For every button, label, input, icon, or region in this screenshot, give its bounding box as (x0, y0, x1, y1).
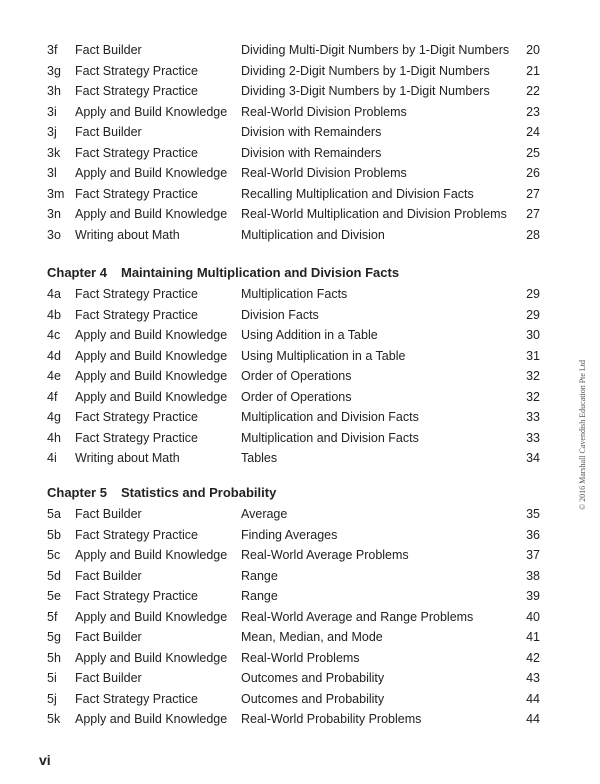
entry-code: 3k (47, 145, 61, 160)
entry-title: Range (241, 568, 278, 583)
toc-entry (0, 627, 600, 648)
entry-type: Apply and Build Knowledge (75, 712, 228, 726)
entry-type: Apply and Build Knowledge (75, 328, 228, 342)
entry-type: Fact Strategy Practice (75, 287, 198, 301)
entry-type: Fact Builder (75, 125, 142, 139)
entry-page-number: 35 (526, 507, 540, 521)
chapter-5-heading (0, 482, 600, 504)
entry-type: Fact Builder (75, 43, 142, 57)
entry-title: Using Multiplication in a Table (241, 348, 406, 363)
entry-title: Outcomes and Probability (241, 691, 385, 706)
entry-page-number: 32 (526, 389, 540, 404)
entry-page-number: 37 (526, 548, 540, 562)
entry-page-number: 36 (526, 527, 540, 542)
chapter-4-heading (0, 262, 600, 284)
entry-title: Division with Remainders (241, 145, 382, 160)
entry-title: Multiplication Facts (241, 287, 348, 301)
toc-entry (0, 204, 600, 225)
entry-code: 3g (47, 63, 61, 78)
entry-title: Order of Operations (241, 389, 352, 404)
entry-page-number: 44 (526, 712, 540, 726)
entry-code: 4f (47, 389, 58, 404)
entry-code: 5d (47, 568, 61, 583)
entry-page-number: 25 (526, 145, 540, 160)
entry-title: Real-World Problems (241, 650, 360, 665)
entry-title: Real-World Division Problems (241, 104, 407, 119)
entry-title: Outcomes and Probability (241, 671, 385, 685)
entry-type: Fact Strategy Practice (75, 527, 198, 542)
chapter-4-section (0, 262, 600, 469)
entry-page-number: 33 (526, 410, 540, 424)
entry-type: Apply and Build Knowledge (75, 348, 228, 363)
toc-entry (0, 586, 600, 607)
entry-code: 4c (47, 328, 61, 342)
toc-entry (0, 366, 600, 387)
entry-type: Apply and Build Knowledge (75, 548, 228, 562)
entry-page-number: 34 (526, 451, 540, 465)
entry-code: 4h (47, 430, 61, 445)
entry-title: Real-World Average Problems (241, 548, 409, 562)
toc-entry (0, 689, 600, 710)
entry-type: Writing about Math (75, 227, 180, 242)
entry-code: 5k (47, 712, 61, 726)
entry-page-number: 32 (526, 369, 540, 383)
entry-title: Division Facts (241, 307, 319, 322)
entry-code: 5c (47, 548, 61, 562)
copyright-notice (572, 320, 592, 510)
entry-page-number: 40 (526, 609, 540, 624)
entry-type: Fact Strategy Practice (75, 430, 198, 445)
entry-title: Dividing 2-Digit Numbers by 1-Digit Numbers (241, 63, 490, 78)
entry-type: Fact Strategy Practice (75, 186, 198, 201)
entry-title: Dividing Multi-Digit Numbers by 1-Digit Numbers (241, 43, 510, 57)
chapter-5-section (0, 482, 600, 730)
entry-title: Dividing 3-Digit Numbers by 1-Digit Numbers (241, 84, 490, 98)
toc-entry (0, 709, 600, 730)
entry-type: Fact Builder (75, 568, 142, 583)
entry-page-number: 28 (526, 227, 540, 242)
entry-page-number: 21 (526, 63, 540, 78)
entry-page-number: 43 (526, 671, 540, 685)
entry-type: Apply and Build Knowledge (75, 207, 228, 221)
toc-entry (0, 407, 600, 428)
entry-code: 3h (47, 84, 61, 98)
entry-page-number: 42 (526, 650, 540, 665)
entry-code: 4b (47, 307, 61, 322)
chapter-number: Chapter 4 (47, 265, 107, 280)
entry-type: Fact Builder (75, 630, 142, 644)
entry-type: Fact Strategy Practice (75, 691, 198, 706)
entry-type: Fact Builder (75, 507, 142, 521)
toc-entry (0, 504, 600, 525)
entry-code: 4g (47, 410, 61, 424)
entry-title: Average (241, 507, 288, 521)
entry-code: 4a (47, 287, 61, 301)
entry-page-number: 23 (526, 104, 540, 119)
toc-entry (0, 122, 600, 143)
entry-page-number: 29 (526, 307, 540, 322)
entry-page-number: 20 (526, 43, 540, 57)
entry-type: Fact Strategy Practice (75, 84, 198, 98)
entry-type: Fact Strategy Practice (75, 63, 198, 78)
entry-code: 4e (47, 369, 61, 383)
toc-entry (0, 81, 600, 102)
entry-page-number: 39 (526, 589, 540, 603)
entry-type: Fact Builder (75, 671, 142, 685)
entry-code: 3i (47, 104, 57, 119)
entry-title: Range (241, 589, 278, 603)
entry-code: 3m (47, 186, 65, 201)
entry-code: 5h (47, 650, 61, 665)
chapter-title: Maintaining Multiplication and Division Facts (121, 265, 400, 280)
entry-type: Fact Strategy Practice (75, 410, 198, 424)
toc-entry (0, 102, 600, 123)
entry-page-number: 29 (526, 287, 540, 301)
entry-code: 5g (47, 630, 61, 644)
toc-entry (0, 40, 600, 61)
toc-entry (0, 325, 600, 346)
toc-entry (0, 668, 600, 689)
entry-page-number: 30 (526, 328, 540, 342)
toc-entry (0, 607, 600, 628)
toc-entry (0, 428, 600, 449)
entry-title: Order of Operations (241, 369, 352, 383)
entry-title: Real-World Multiplication and Division Problems (241, 207, 507, 221)
entry-title: Multiplication and Division Facts (241, 410, 419, 424)
entry-code: 5b (47, 527, 61, 542)
toc-entry (0, 648, 600, 669)
entry-title: Using Addition in a Table (241, 328, 378, 342)
entry-title: Tables (241, 451, 278, 465)
toc-entry (0, 284, 600, 305)
toc-entry (0, 143, 600, 164)
entry-page-number: 26 (526, 166, 540, 180)
entry-title: Multiplication and Division Facts (241, 430, 419, 445)
toc-entry (0, 305, 600, 326)
copyright-text: © 2016 Marshall Cavendish Education Pte Ltd (578, 359, 587, 510)
entry-code: 5a (47, 507, 61, 521)
entry-type: Apply and Build Knowledge (75, 104, 228, 119)
entry-type: Fact Strategy Practice (75, 145, 198, 160)
entry-page-number: 31 (526, 348, 540, 363)
entry-type: Apply and Build Knowledge (75, 369, 228, 383)
entry-type: Apply and Build Knowledge (75, 389, 228, 404)
toc-entry (0, 525, 600, 546)
entry-title: Division with Remainders (241, 125, 382, 139)
entry-code: 5j (47, 691, 57, 706)
entry-title: Mean, Median, and Mode (241, 630, 383, 644)
entry-code: 3f (47, 43, 58, 57)
toc-entry (0, 566, 600, 587)
entry-type: Apply and Build Knowledge (75, 650, 228, 665)
entry-title: Real-World Division Problems (241, 166, 407, 180)
entry-code: 3n (47, 207, 61, 221)
toc-entry (0, 346, 600, 367)
entry-type: Writing about Math (75, 451, 180, 465)
chapter-3-entries (0, 40, 600, 245)
entry-title: Real-World Probability Problems (241, 712, 422, 726)
toc-entry (0, 545, 600, 566)
entry-title: Real-World Average and Range Problems (241, 609, 474, 624)
entry-page-number: 41 (526, 630, 540, 644)
entry-code: 3o (47, 227, 61, 242)
entry-title: Multiplication and Division (241, 227, 385, 242)
toc-entry (0, 448, 600, 469)
page-number: vi (39, 752, 51, 768)
entry-page-number: 22 (526, 84, 540, 98)
entry-title: Finding Averages (241, 527, 338, 542)
entry-type: Fact Strategy Practice (75, 307, 198, 322)
entry-page-number: 44 (526, 691, 540, 706)
entry-title: Recalling Multiplication and Division Facts (241, 186, 474, 201)
entry-code: 4d (47, 348, 61, 363)
chapter-title: Statistics and Probability (121, 485, 277, 500)
entry-page-number: 27 (526, 186, 540, 201)
toc-entry (0, 163, 600, 184)
toc-entry (0, 387, 600, 408)
entry-page-number: 38 (526, 568, 540, 583)
entry-type: Apply and Build Knowledge (75, 609, 228, 624)
entry-type: Fact Strategy Practice (75, 589, 198, 603)
entry-type: Apply and Build Knowledge (75, 166, 228, 180)
toc-entry (0, 225, 600, 246)
entry-code: 5f (47, 609, 58, 624)
entry-code: 5i (47, 671, 57, 685)
entry-code: 4i (47, 451, 57, 465)
entry-page-number: 24 (526, 125, 540, 139)
toc-entry (0, 184, 600, 205)
entry-code: 5e (47, 589, 61, 603)
entry-page-number: 33 (526, 430, 540, 445)
entry-code: 3l (47, 166, 57, 180)
entry-code: 3j (47, 125, 57, 139)
chapter-number: Chapter 5 (47, 485, 107, 500)
entry-page-number: 27 (526, 207, 540, 221)
toc-entry (0, 61, 600, 82)
